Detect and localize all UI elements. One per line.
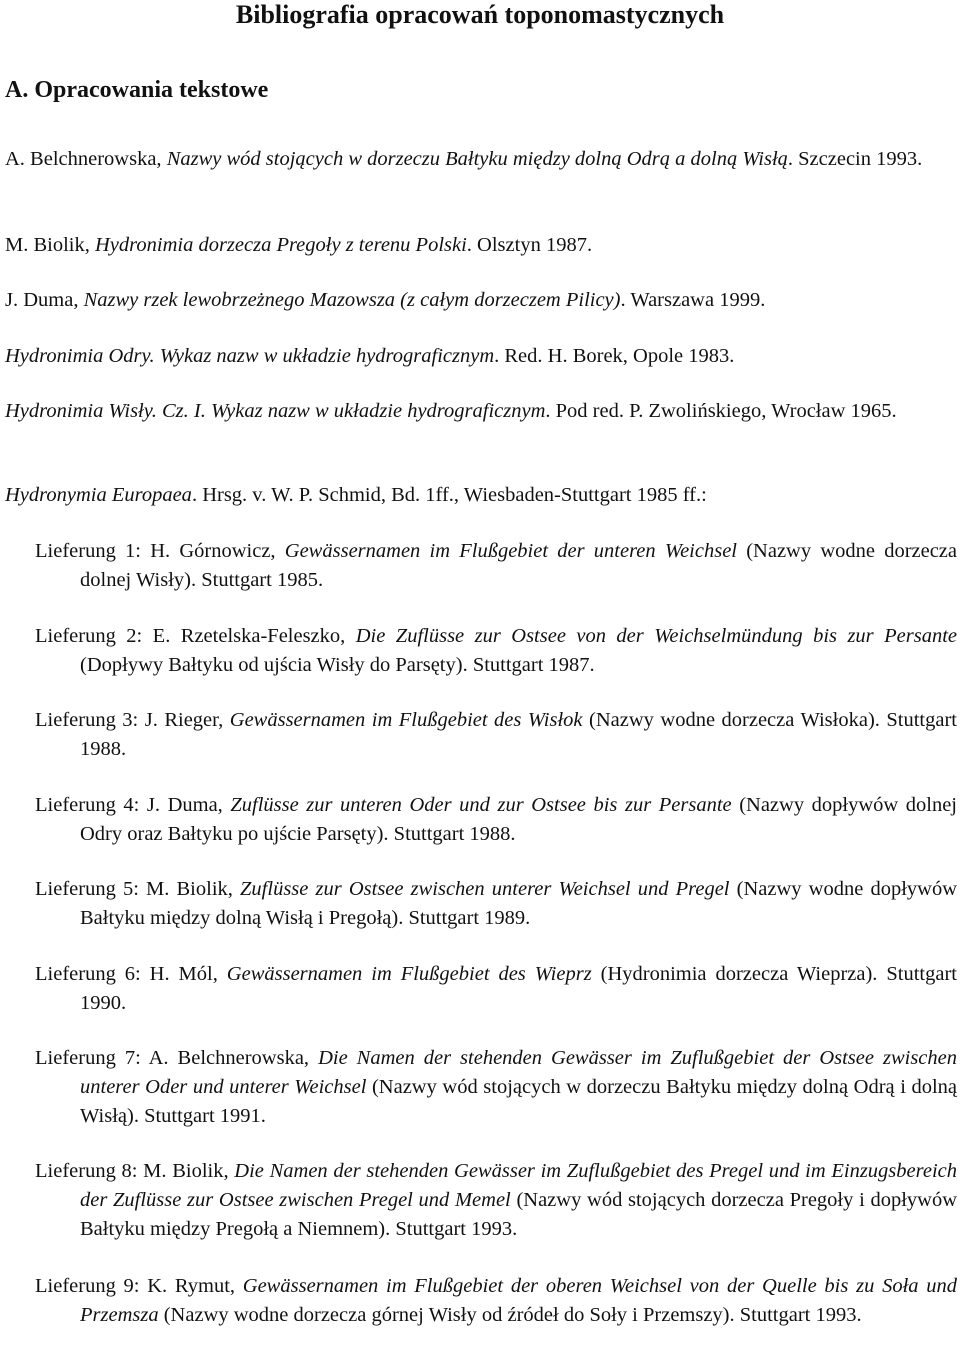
lieferung-entry: Lieferung 9: K. Rymut, Gewässernamen im Flußgebiet der oberen Weichsel von der Quelle bis zu Soła und Przemsza (Nazwy wodne dorzecza górnej Wisły od źródeł do Soły i Przemszy). Stuttgart 1993.: [35, 1275, 958, 1326]
bibliography-entry: A. Belchnerowska, Nazwy wód stojących w dorzeczu Bałtyku między dolną Odrą a dolną Wisłą. Szczecin 1993.: [5, 148, 923, 170]
bibliography-entry: Hydronimia Odry. Wykaz nazw w układzie hydrograficznym. Red. H. Borek, Opole 1983.: [5, 345, 735, 367]
bibliography-entry: M. Biolik, Hydronimia dorzecza Pregoły z terenu Polski. Olsztyn 1987.: [5, 234, 593, 256]
bibliography-entry: Hydronymia Europaea. Hrsg. v. W. P. Schmid, Bd. 1ff., Wiesbaden-Stuttgart 1985 ff.:: [5, 484, 707, 506]
lieferung-entry: Lieferung 8: M. Biolik, Die Namen der stehenden Gewässer im Zuflußgebiet des Pregel und im Einzugsbereich der Zuflüsse zur Ostsee zwischen Pregel und Memel (Nazwy wód stojących dorzecza Pregoły i dopływów Bałtyku między Pregołą a Niemnem). Stuttgart 1993.: [35, 1160, 958, 1240]
bibliography-entry: Hydronimia Wisły. Cz. I. Wykaz nazw w układzie hydrograficznym. Pod red. P. Zwolińskiego, Wrocław 1965.: [5, 400, 897, 422]
lieferung-entry: Lieferung 5: M. Biolik, Zuflüsse zur Ostsee zwischen unterer Weichsel und Pregel (Nazwy wodne dopływów Bałtyku między dolną Wisłą i Pregołą). Stuttgart 1989.: [35, 878, 957, 929]
lieferung-entry: Lieferung 6: H. Mól, Gewässernamen im Flußgebiet des Wieprz (Hydronimia dorzecza Wieprza). Stuttgart 1990.: [35, 963, 957, 1014]
page-title: Bibliografia opracowań toponomastycznych: [235, 0, 725, 29]
lieferung-entry: Lieferung 1: H. Górnowicz, Gewässernamen im Flußgebiet der unteren Weichsel (Nazwy wodne dorzecza dolnej Wisły). Stuttgart 1985.: [35, 540, 958, 591]
lieferung-entry: Lieferung 3: J. Rieger, Gewässernamen im Flußgebiet des Wisłok (Nazwy wodne dorzecza Wisłoka). Stuttgart 1988.: [35, 709, 958, 760]
lieferung-entry: Lieferung 4: J. Duma, Zuflüsse zur unteren Oder und zur Ostsee bis zur Persante (Nazwy dopływów dolnej Odry oraz Bałtyku po ujście Parsęty). Stuttgart 1988.: [35, 794, 958, 845]
lieferung-entry: Lieferung 7: A. Belchnerowska, Die Namen der stehenden Gewässer im Zuflußgebiet der Ostsee zwischen unterer Oder und unterer Weichsel (Nazwy wód stojących w dorzeczu Bałtyku między dolną Odrą i dolną Wisłą). Stuttgart 1991.: [35, 1047, 958, 1127]
section-heading: A. Opracowania tekstowe: [5, 77, 269, 103]
lieferung-entry: Lieferung 2: E. Rzetelska-Feleszko, Die Zuflüsse zur Ostsee von der Weichselmündung bis zur Persante (Dopływy Bałtyku od ujścia Wisły do Parsęty). Stuttgart 1987.: [35, 625, 957, 676]
bibliography-entry: J. Duma, Nazwy rzek lewobrzeżnego Mazowsza (z całym dorzeczem Pilicy). Warszawa 1999.: [5, 289, 766, 311]
